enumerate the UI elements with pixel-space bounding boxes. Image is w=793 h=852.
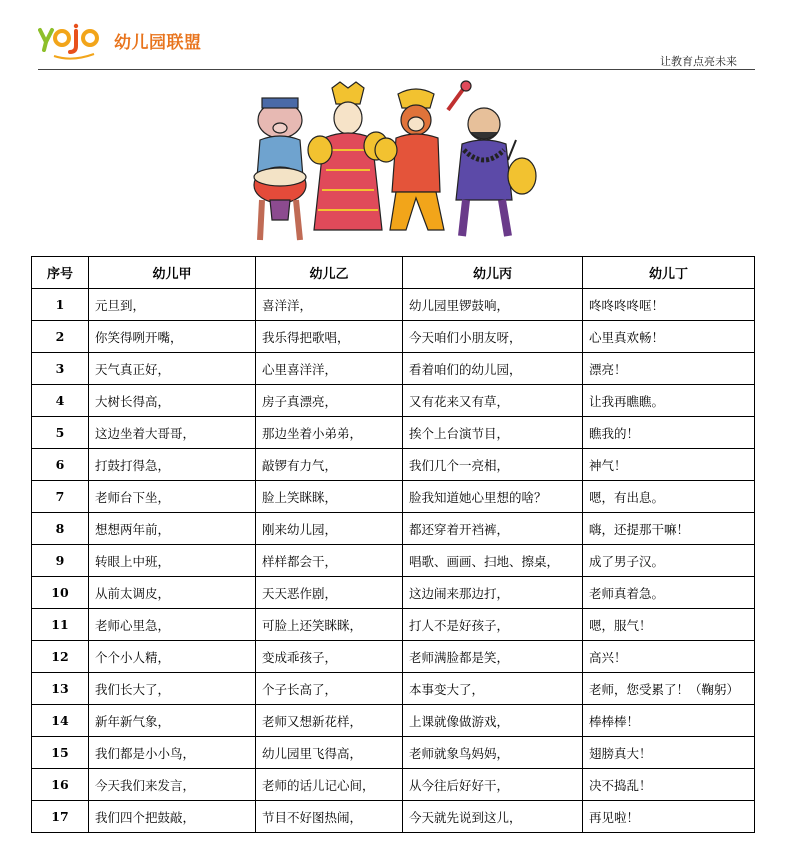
row-number: 8 (32, 513, 89, 545)
table-row (32, 385, 755, 417)
line-child-d: 咚咚咚咚哐！ (583, 289, 755, 321)
table-row (32, 609, 755, 641)
line-child-a: 老师台下坐， (89, 481, 256, 513)
table-row (32, 577, 755, 609)
line-child-a: 老师心里急， (89, 609, 256, 641)
line-child-d: 嗯，服气！ (583, 609, 755, 641)
line-child-d: 瞧我的！ (583, 417, 755, 449)
line-child-a: 想想两年前， (89, 513, 256, 545)
table-row (32, 449, 755, 481)
line-child-b: 老师的话儿记心间， (256, 769, 403, 801)
line-child-c: 从今往后好好干， (403, 769, 583, 801)
column-header-child-d: 幼儿丁 (583, 257, 755, 289)
line-child-d: 漂亮！ (583, 353, 755, 385)
row-number: 4 (32, 385, 89, 417)
line-child-c: 老师就象鸟妈妈， (403, 737, 583, 769)
table-row (32, 353, 755, 385)
line-child-d: 心里真欢畅！ (583, 321, 755, 353)
line-child-b: 老师又想新花样， (256, 705, 403, 737)
line-child-a: 你笑得咧开嘴， (89, 321, 256, 353)
line-child-a: 打鼓打得急， (89, 449, 256, 481)
table-row (32, 641, 755, 673)
line-child-c: 今天咱们小朋友呀， (403, 321, 583, 353)
line-child-a: 我们长大了， (89, 673, 256, 705)
line-child-a: 我们都是小小鸟， (89, 737, 256, 769)
line-child-d: 让我再瞧瞧。 (583, 385, 755, 417)
row-number: 11 (32, 609, 89, 641)
row-number: 10 (32, 577, 89, 609)
table-row (32, 417, 755, 449)
brand-name: 幼儿园联盟 (114, 33, 202, 53)
row-number: 6 (32, 449, 89, 481)
line-child-d: 翅膀真大！ (583, 737, 755, 769)
line-child-b: 天天恶作剧， (256, 577, 403, 609)
line-child-b: 刚来幼儿园， (256, 513, 403, 545)
table-row (32, 705, 755, 737)
table-row (32, 481, 755, 513)
line-child-c: 这边闹来那边打， (403, 577, 583, 609)
line-child-d: 高兴！ (583, 641, 755, 673)
line-child-a: 这边坐着大哥哥， (89, 417, 256, 449)
line-child-c: 挨个上台演节目， (403, 417, 583, 449)
row-number: 17 (32, 801, 89, 833)
line-child-c: 看着咱们的幼儿园， (403, 353, 583, 385)
row-number: 9 (32, 545, 89, 577)
row-number: 1 (32, 289, 89, 321)
row-number: 5 (32, 417, 89, 449)
table-row (32, 737, 755, 769)
line-child-b: 样样都会干， (256, 545, 403, 577)
line-child-d: 老师，您受累了！（鞠躬） (583, 673, 755, 705)
line-child-b: 可脸上还笑眯眯， (256, 609, 403, 641)
table-row (32, 289, 755, 321)
line-child-b: 脸上笑眯眯， (256, 481, 403, 513)
brand-slogan: 让教育点亮未来 (660, 55, 737, 68)
row-number: 14 (32, 705, 89, 737)
line-child-c: 幼儿园里锣鼓响， (403, 289, 583, 321)
header-divider (38, 69, 755, 70)
row-number: 2 (32, 321, 89, 353)
line-child-d: 嗨，还提那干嘛！ (583, 513, 755, 545)
row-number: 12 (32, 641, 89, 673)
line-child-a: 从前太调皮， (89, 577, 256, 609)
line-child-c: 我们几个一亮相， (403, 449, 583, 481)
line-child-a: 转眼上中班， (89, 545, 256, 577)
line-child-c: 上课就像做游戏， (403, 705, 583, 737)
line-child-b: 节目不好图热闹， (256, 801, 403, 833)
line-child-d: 老师真着急。 (583, 577, 755, 609)
line-child-c: 老师满脸都是笑， (403, 641, 583, 673)
line-child-b: 幼儿园里飞得高， (256, 737, 403, 769)
table-row (32, 545, 755, 577)
row-number: 7 (32, 481, 89, 513)
line-child-d: 再见啦！ (583, 801, 755, 833)
row-number: 13 (32, 673, 89, 705)
yojo-logo-icon (38, 22, 106, 62)
table-row (32, 513, 755, 545)
line-child-a: 个个小人精， (89, 641, 256, 673)
table-row (32, 321, 755, 353)
line-child-b: 敲锣有力气， (256, 449, 403, 481)
line-child-d: 神气！ (583, 449, 755, 481)
line-child-c: 都还穿着开裆裤， (403, 513, 583, 545)
line-child-a: 新年新气象， (89, 705, 256, 737)
line-child-b: 变成乖孩子， (256, 641, 403, 673)
line-child-c: 又有花来又有草， (403, 385, 583, 417)
line-child-a: 天气真正好， (89, 353, 256, 385)
column-header-child-a: 幼儿甲 (89, 257, 256, 289)
page-header (0, 0, 793, 70)
column-header-index: 序号 (32, 257, 89, 289)
line-child-b: 个子长高了， (256, 673, 403, 705)
line-child-b: 我乐得把歌唱， (256, 321, 403, 353)
line-child-a: 元旦到， (89, 289, 256, 321)
dialogue-table (31, 256, 755, 833)
column-header-child-c: 幼儿丙 (403, 257, 583, 289)
line-child-c: 脸我知道她心里想的啥？ (403, 481, 583, 513)
brand-logo[interactable] (38, 22, 202, 62)
line-child-c: 今天就先说到这儿， (403, 801, 583, 833)
line-child-b: 那边坐着小弟弟， (256, 417, 403, 449)
line-child-d: 决不捣乱！ (583, 769, 755, 801)
performers-illustration (240, 80, 540, 248)
line-child-c: 唱歌、画画、扫地、擦桌， (403, 545, 583, 577)
line-child-d: 棒棒棒！ (583, 705, 755, 737)
line-child-a: 今天我们来发言， (89, 769, 256, 801)
row-number: 16 (32, 769, 89, 801)
yojo-logo-mark (38, 22, 106, 62)
row-number: 3 (32, 353, 89, 385)
line-child-a: 大树长得高， (89, 385, 256, 417)
table-row (32, 801, 755, 833)
line-child-b: 房子真漂亮， (256, 385, 403, 417)
row-number: 15 (32, 737, 89, 769)
line-child-c: 本事变大了， (403, 673, 583, 705)
four-characters-icon (240, 80, 540, 248)
line-child-a: 我们四个把鼓敲， (89, 801, 256, 833)
line-child-d: 嗯，有出息。 (583, 481, 755, 513)
line-child-b: 喜洋洋， (256, 289, 403, 321)
line-child-d: 成了男子汉。 (583, 545, 755, 577)
line-child-b: 心里喜洋洋， (256, 353, 403, 385)
table-header-row (32, 257, 755, 289)
table-row (32, 673, 755, 705)
column-header-child-b: 幼儿乙 (256, 257, 403, 289)
line-child-c: 打人不是好孩子， (403, 609, 583, 641)
table-row (32, 769, 755, 801)
